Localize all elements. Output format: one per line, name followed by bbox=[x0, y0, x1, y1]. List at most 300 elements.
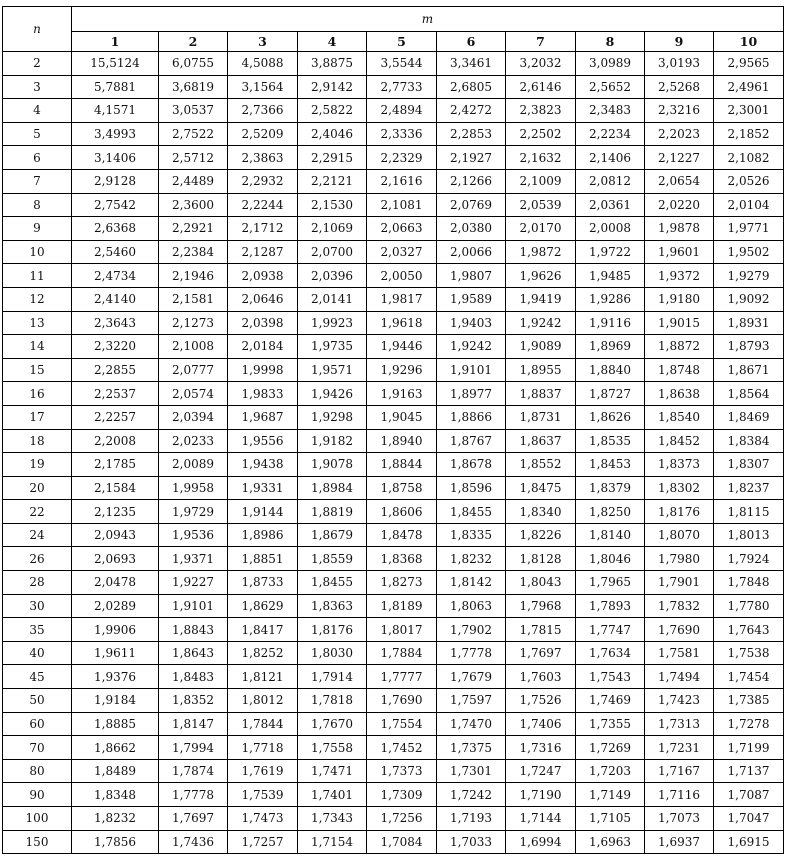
table-row bbox=[3, 311, 784, 335]
value-cell: 3,0537 bbox=[159, 99, 228, 123]
value-cell: 2,2932 bbox=[228, 169, 298, 193]
value-cell: 2,6805 bbox=[437, 75, 506, 99]
value-cell: 2,0943 bbox=[72, 523, 159, 547]
value-cell: 1,7047 bbox=[714, 807, 784, 831]
value-cell: 2,3863 bbox=[228, 146, 298, 170]
value-cell: 1,7538 bbox=[714, 641, 784, 665]
value-cell: 2,0654 bbox=[645, 169, 714, 193]
value-cell: 1,7893 bbox=[576, 594, 645, 618]
row-label-cell: 15 bbox=[3, 358, 72, 382]
value-cell: 1,9722 bbox=[576, 240, 645, 264]
value-cell: 1,8596 bbox=[437, 476, 506, 500]
value-cell: 1,9078 bbox=[298, 453, 367, 477]
value-cell: 1,7373 bbox=[367, 759, 437, 783]
row-label-cell: 80 bbox=[3, 759, 72, 783]
value-cell: 1,7454 bbox=[714, 665, 784, 689]
value-cell: 1,8121 bbox=[228, 665, 298, 689]
table-row bbox=[3, 807, 784, 831]
value-cell: 4,1571 bbox=[72, 99, 159, 123]
table-row bbox=[3, 689, 784, 713]
value-cell: 1,8030 bbox=[298, 641, 367, 665]
value-cell: 1,7539 bbox=[228, 783, 298, 807]
value-cell: 1,8417 bbox=[228, 618, 298, 642]
value-cell: 2,2853 bbox=[437, 122, 506, 146]
table-row bbox=[3, 287, 784, 311]
row-label-cell: 24 bbox=[3, 523, 72, 547]
value-cell: 2,9128 bbox=[72, 169, 159, 193]
value-cell: 1,7436 bbox=[159, 830, 228, 854]
value-cell: 2,0394 bbox=[159, 405, 228, 429]
table-row bbox=[3, 453, 784, 477]
value-cell: 2,4046 bbox=[298, 122, 367, 146]
value-cell: 1,9626 bbox=[506, 264, 576, 288]
value-cell: 1,7452 bbox=[367, 736, 437, 760]
value-cell: 1,6963 bbox=[576, 830, 645, 854]
table-row bbox=[3, 665, 784, 689]
value-cell: 1,7423 bbox=[645, 689, 714, 713]
value-cell: 1,9807 bbox=[437, 264, 506, 288]
value-cell: 1,9833 bbox=[228, 382, 298, 406]
table-row bbox=[3, 146, 784, 170]
value-cell: 2,5652 bbox=[576, 75, 645, 99]
value-cell: 1,8767 bbox=[437, 429, 506, 453]
value-cell: 3,0989 bbox=[576, 52, 645, 76]
table-row bbox=[3, 641, 784, 665]
value-cell: 1,7470 bbox=[437, 712, 506, 736]
value-cell: 1,8046 bbox=[576, 547, 645, 571]
table-row bbox=[3, 99, 784, 123]
value-cell: 1,7690 bbox=[645, 618, 714, 642]
value-cell: 2,1581 bbox=[159, 287, 228, 311]
row-label-cell: 45 bbox=[3, 665, 72, 689]
value-cell: 1,7137 bbox=[714, 759, 784, 783]
value-cell: 2,0396 bbox=[298, 264, 367, 288]
critical-values-table bbox=[2, 6, 784, 854]
value-cell: 1,7301 bbox=[437, 759, 506, 783]
value-cell: 2,5822 bbox=[298, 99, 367, 123]
value-cell: 1,6915 bbox=[714, 830, 784, 854]
value-cell: 1,8226 bbox=[506, 523, 576, 547]
value-cell: 1,8352 bbox=[159, 689, 228, 713]
value-cell: 3,6819 bbox=[159, 75, 228, 99]
table-row bbox=[3, 830, 784, 854]
value-cell: 1,7033 bbox=[437, 830, 506, 854]
value-cell: 1,7116 bbox=[645, 783, 714, 807]
value-cell: 1,8564 bbox=[714, 382, 784, 406]
critical-values-table-container bbox=[2, 6, 784, 854]
value-cell: 1,8535 bbox=[576, 429, 645, 453]
value-cell: 1,8043 bbox=[506, 571, 576, 595]
value-cell: 2,0693 bbox=[72, 547, 159, 571]
value-cell: 1,8455 bbox=[298, 571, 367, 595]
value-cell: 1,7247 bbox=[506, 759, 576, 783]
value-cell: 2,0008 bbox=[576, 217, 645, 241]
value-cell: 2,0539 bbox=[506, 193, 576, 217]
value-cell: 2,1069 bbox=[298, 217, 367, 241]
value-cell: 2,2244 bbox=[228, 193, 298, 217]
value-cell: 2,4489 bbox=[159, 169, 228, 193]
table-row bbox=[3, 122, 784, 146]
value-cell: 1,8851 bbox=[228, 547, 298, 571]
value-cell: 1,7670 bbox=[298, 712, 367, 736]
row-label-cell: 28 bbox=[3, 571, 72, 595]
value-cell: 2,3001 bbox=[714, 99, 784, 123]
value-cell: 3,1564 bbox=[228, 75, 298, 99]
value-cell: 1,7844 bbox=[228, 712, 298, 736]
value-cell: 1,7778 bbox=[159, 783, 228, 807]
value-cell: 2,0700 bbox=[298, 240, 367, 264]
value-cell: 1,8368 bbox=[367, 547, 437, 571]
value-cell: 2,3336 bbox=[367, 122, 437, 146]
value-cell: 1,7874 bbox=[159, 759, 228, 783]
value-cell: 1,8302 bbox=[645, 476, 714, 500]
value-cell: 2,4961 bbox=[714, 75, 784, 99]
row-label-cell: 70 bbox=[3, 736, 72, 760]
value-cell: 1,8469 bbox=[714, 405, 784, 429]
value-cell: 1,8478 bbox=[367, 523, 437, 547]
table-row bbox=[3, 240, 784, 264]
value-cell: 2,3220 bbox=[72, 335, 159, 359]
value-cell: 1,7203 bbox=[576, 759, 645, 783]
value-cell: 1,7316 bbox=[506, 736, 576, 760]
row-label-cell: 35 bbox=[3, 618, 72, 642]
value-cell: 1,7856 bbox=[72, 830, 159, 854]
value-cell: 1,7278 bbox=[714, 712, 784, 736]
value-cell: 1,9485 bbox=[576, 264, 645, 288]
value-cell: 1,7697 bbox=[159, 807, 228, 831]
value-cell: 2,0574 bbox=[159, 382, 228, 406]
value-cell: 2,2234 bbox=[576, 122, 645, 146]
value-cell: 1,7190 bbox=[506, 783, 576, 807]
value-cell: 1,9286 bbox=[576, 287, 645, 311]
value-cell: 1,7144 bbox=[506, 807, 576, 831]
row-label-cell: 2 bbox=[3, 52, 72, 76]
table-row bbox=[3, 571, 784, 595]
value-cell: 1,9298 bbox=[298, 405, 367, 429]
value-cell: 1,8250 bbox=[576, 500, 645, 524]
value-cell: 2,0398 bbox=[228, 311, 298, 335]
value-cell: 1,7154 bbox=[298, 830, 367, 854]
value-cell: 2,5268 bbox=[645, 75, 714, 99]
value-cell: 2,2257 bbox=[72, 405, 159, 429]
value-cell: 1,7375 bbox=[437, 736, 506, 760]
value-cell: 1,8643 bbox=[159, 641, 228, 665]
value-cell: 1,8379 bbox=[576, 476, 645, 500]
value-cell: 1,9618 bbox=[367, 311, 437, 335]
value-cell: 1,8606 bbox=[367, 500, 437, 524]
value-cell: 3,8875 bbox=[298, 52, 367, 76]
value-cell: 1,9376 bbox=[72, 665, 159, 689]
table-row bbox=[3, 382, 784, 406]
value-cell: 2,1287 bbox=[228, 240, 298, 264]
value-cell: 1,9687 bbox=[228, 405, 298, 429]
table-row bbox=[3, 476, 784, 500]
value-cell: 1,9279 bbox=[714, 264, 784, 288]
column-header: 5 bbox=[367, 32, 437, 52]
value-cell: 1,7884 bbox=[367, 641, 437, 665]
value-cell: 1,9045 bbox=[367, 405, 437, 429]
value-cell: 1,8363 bbox=[298, 594, 367, 618]
value-cell: 1,7815 bbox=[506, 618, 576, 642]
value-cell: 1,8678 bbox=[437, 453, 506, 477]
value-cell: 1,7193 bbox=[437, 807, 506, 831]
value-cell: 1,7780 bbox=[714, 594, 784, 618]
row-label-cell: 4 bbox=[3, 99, 72, 123]
value-cell: 1,7634 bbox=[576, 641, 645, 665]
table-header bbox=[3, 7, 784, 52]
table-row bbox=[3, 594, 784, 618]
value-cell: 1,8984 bbox=[298, 476, 367, 500]
value-cell: 1,8931 bbox=[714, 311, 784, 335]
value-cell: 1,7543 bbox=[576, 665, 645, 689]
value-cell: 1,9227 bbox=[159, 571, 228, 595]
row-label-cell: 100 bbox=[3, 807, 72, 831]
row-label-cell: 11 bbox=[3, 264, 72, 288]
row-label-cell: 16 bbox=[3, 382, 72, 406]
value-cell: 1,9817 bbox=[367, 287, 437, 311]
value-cell: 1,8955 bbox=[506, 358, 576, 382]
value-cell: 1,7084 bbox=[367, 830, 437, 854]
column-header: 7 bbox=[506, 32, 576, 52]
value-cell: 2,0170 bbox=[506, 217, 576, 241]
value-cell: 1,7994 bbox=[159, 736, 228, 760]
row-label-cell: 50 bbox=[3, 689, 72, 713]
value-cell: 1,8866 bbox=[437, 405, 506, 429]
value-cell: 2,0380 bbox=[437, 217, 506, 241]
value-cell: 2,0050 bbox=[367, 264, 437, 288]
value-cell: 1,9242 bbox=[437, 335, 506, 359]
value-cell: 3,1406 bbox=[72, 146, 159, 170]
value-cell: 1,9180 bbox=[645, 287, 714, 311]
value-cell: 1,7343 bbox=[298, 807, 367, 831]
value-cell: 2,4272 bbox=[437, 99, 506, 123]
value-cell: 2,1008 bbox=[159, 335, 228, 359]
value-cell: 2,4894 bbox=[367, 99, 437, 123]
value-cell: 3,4993 bbox=[72, 122, 159, 146]
value-cell: 1,9092 bbox=[714, 287, 784, 311]
value-cell: 1,9242 bbox=[506, 311, 576, 335]
value-cell: 1,9419 bbox=[506, 287, 576, 311]
value-cell: 1,6994 bbox=[506, 830, 576, 854]
row-label-cell: 13 bbox=[3, 311, 72, 335]
value-cell: 1,9371 bbox=[159, 547, 228, 571]
value-cell: 2,1227 bbox=[645, 146, 714, 170]
value-cell: 1,7597 bbox=[437, 689, 506, 713]
row-label-cell: 30 bbox=[3, 594, 72, 618]
value-cell: 1,7469 bbox=[576, 689, 645, 713]
value-cell: 2,9142 bbox=[298, 75, 367, 99]
value-cell: 1,9184 bbox=[72, 689, 159, 713]
value-cell: 1,8189 bbox=[367, 594, 437, 618]
value-cell: 1,8063 bbox=[437, 594, 506, 618]
row-label-cell: 90 bbox=[3, 783, 72, 807]
value-cell: 1,8384 bbox=[714, 429, 784, 453]
value-cell: 1,8637 bbox=[506, 429, 576, 453]
table-row bbox=[3, 169, 784, 193]
value-cell: 1,7679 bbox=[437, 665, 506, 689]
value-cell: 1,9923 bbox=[298, 311, 367, 335]
value-cell: 3,2032 bbox=[506, 52, 576, 76]
value-cell: 1,9182 bbox=[298, 429, 367, 453]
row-label-cell: 6 bbox=[3, 146, 72, 170]
row-label-cell: 17 bbox=[3, 405, 72, 429]
value-cell: 2,1406 bbox=[576, 146, 645, 170]
value-cell: 1,9536 bbox=[159, 523, 228, 547]
value-cell: 1,8140 bbox=[576, 523, 645, 547]
value-cell: 1,7526 bbox=[506, 689, 576, 713]
value-cell: 1,8475 bbox=[506, 476, 576, 500]
value-cell: 2,7542 bbox=[72, 193, 159, 217]
value-cell: 1,8638 bbox=[645, 382, 714, 406]
value-cell: 2,6368 bbox=[72, 217, 159, 241]
value-cell: 2,5712 bbox=[159, 146, 228, 170]
value-cell: 1,8455 bbox=[437, 500, 506, 524]
value-cell: 2,0141 bbox=[298, 287, 367, 311]
value-cell: 1,9101 bbox=[159, 594, 228, 618]
row-label-cell: 5 bbox=[3, 122, 72, 146]
row-label-cell: 14 bbox=[3, 335, 72, 359]
value-cell: 2,0327 bbox=[367, 240, 437, 264]
value-cell: 1,7309 bbox=[367, 783, 437, 807]
value-cell: 1,6937 bbox=[645, 830, 714, 854]
value-cell: 3,5544 bbox=[367, 52, 437, 76]
value-cell: 1,7965 bbox=[576, 571, 645, 595]
value-cell: 2,2384 bbox=[159, 240, 228, 264]
column-header: 10 bbox=[714, 32, 784, 52]
value-cell: 1,9089 bbox=[506, 335, 576, 359]
value-cell: 1,7199 bbox=[714, 736, 784, 760]
value-cell: 1,7718 bbox=[228, 736, 298, 760]
table-body bbox=[3, 52, 784, 854]
value-cell: 1,9958 bbox=[159, 476, 228, 500]
row-label-cell: 12 bbox=[3, 287, 72, 311]
row-label-cell: 150 bbox=[3, 830, 72, 854]
value-cell: 1,7690 bbox=[367, 689, 437, 713]
value-cell: 1,7747 bbox=[576, 618, 645, 642]
value-cell: 2,3483 bbox=[576, 99, 645, 123]
value-cell: 2,1530 bbox=[298, 193, 367, 217]
value-cell: 2,0066 bbox=[437, 240, 506, 264]
value-cell: 1,9878 bbox=[645, 217, 714, 241]
value-cell: 1,8559 bbox=[298, 547, 367, 571]
row-label-cell: 22 bbox=[3, 500, 72, 524]
value-cell: 2,1927 bbox=[437, 146, 506, 170]
value-cell: 1,7914 bbox=[298, 665, 367, 689]
value-cell: 1,9571 bbox=[298, 358, 367, 382]
value-cell: 1,9611 bbox=[72, 641, 159, 665]
table-row bbox=[3, 712, 784, 736]
value-cell: 1,7355 bbox=[576, 712, 645, 736]
value-cell: 2,1266 bbox=[437, 169, 506, 193]
value-cell: 2,2855 bbox=[72, 358, 159, 382]
value-cell: 1,8273 bbox=[367, 571, 437, 595]
value-cell: 2,2121 bbox=[298, 169, 367, 193]
value-cell: 2,0089 bbox=[159, 453, 228, 477]
table-row bbox=[3, 783, 784, 807]
value-cell: 2,4734 bbox=[72, 264, 159, 288]
value-cell: 3,3461 bbox=[437, 52, 506, 76]
value-cell: 1,7149 bbox=[576, 783, 645, 807]
value-cell: 1,9116 bbox=[576, 311, 645, 335]
row-label-cell: 26 bbox=[3, 547, 72, 571]
value-cell: 1,9872 bbox=[506, 240, 576, 264]
value-cell: 1,9906 bbox=[72, 618, 159, 642]
value-cell: 1,8176 bbox=[298, 618, 367, 642]
value-cell: 1,9163 bbox=[367, 382, 437, 406]
value-cell: 1,8662 bbox=[72, 736, 159, 760]
value-cell: 1,9502 bbox=[714, 240, 784, 264]
value-cell: 1,8483 bbox=[159, 665, 228, 689]
value-cell: 1,9426 bbox=[298, 382, 367, 406]
value-cell: 1,8176 bbox=[645, 500, 714, 524]
value-cell: 2,1082 bbox=[714, 146, 784, 170]
value-cell: 1,9446 bbox=[367, 335, 437, 359]
value-cell: 2,1712 bbox=[228, 217, 298, 241]
value-cell: 1,7697 bbox=[506, 641, 576, 665]
table-row bbox=[3, 618, 784, 642]
table-row bbox=[3, 759, 784, 783]
value-cell: 15,5124 bbox=[72, 52, 159, 76]
value-cell: 1,7603 bbox=[506, 665, 576, 689]
value-cell: 1,7231 bbox=[645, 736, 714, 760]
table-row bbox=[3, 217, 784, 241]
value-cell: 2,1616 bbox=[367, 169, 437, 193]
value-cell: 1,8340 bbox=[506, 500, 576, 524]
value-cell: 1,7257 bbox=[228, 830, 298, 854]
value-cell: 2,2502 bbox=[506, 122, 576, 146]
value-cell: 1,9589 bbox=[437, 287, 506, 311]
column-header: 3 bbox=[228, 32, 298, 52]
row-variable-header: n bbox=[3, 7, 72, 52]
value-cell: 2,7522 bbox=[159, 122, 228, 146]
value-cell: 1,8844 bbox=[367, 453, 437, 477]
value-cell: 2,2915 bbox=[298, 146, 367, 170]
table-row bbox=[3, 547, 784, 571]
value-cell: 1,9601 bbox=[645, 240, 714, 264]
value-cell: 1,7902 bbox=[437, 618, 506, 642]
value-cell: 1,7980 bbox=[645, 547, 714, 571]
row-label-cell: 7 bbox=[3, 169, 72, 193]
value-cell: 1,8885 bbox=[72, 712, 159, 736]
value-cell: 1,9998 bbox=[228, 358, 298, 382]
row-label-cell: 10 bbox=[3, 240, 72, 264]
value-cell: 1,7968 bbox=[506, 594, 576, 618]
value-cell: 1,7777 bbox=[367, 665, 437, 689]
value-cell: 1,7385 bbox=[714, 689, 784, 713]
value-cell: 1,9735 bbox=[298, 335, 367, 359]
column-header: 6 bbox=[437, 32, 506, 52]
value-cell: 1,8837 bbox=[506, 382, 576, 406]
value-cell: 1,7242 bbox=[437, 783, 506, 807]
value-cell: 1,8142 bbox=[437, 571, 506, 595]
value-cell: 2,7366 bbox=[228, 99, 298, 123]
table-row bbox=[3, 405, 784, 429]
value-cell: 2,9565 bbox=[714, 52, 784, 76]
value-cell: 1,8070 bbox=[645, 523, 714, 547]
value-cell: 1,8232 bbox=[437, 547, 506, 571]
value-cell: 1,7643 bbox=[714, 618, 784, 642]
value-cell: 1,8252 bbox=[228, 641, 298, 665]
value-cell: 2,1273 bbox=[159, 311, 228, 335]
value-cell: 2,1632 bbox=[506, 146, 576, 170]
value-cell: 1,8307 bbox=[714, 453, 784, 477]
value-cell: 1,7167 bbox=[645, 759, 714, 783]
table-row bbox=[3, 500, 784, 524]
value-cell: 2,7733 bbox=[367, 75, 437, 99]
value-cell: 1,9556 bbox=[228, 429, 298, 453]
value-cell: 2,2921 bbox=[159, 217, 228, 241]
value-cell: 1,8940 bbox=[367, 429, 437, 453]
